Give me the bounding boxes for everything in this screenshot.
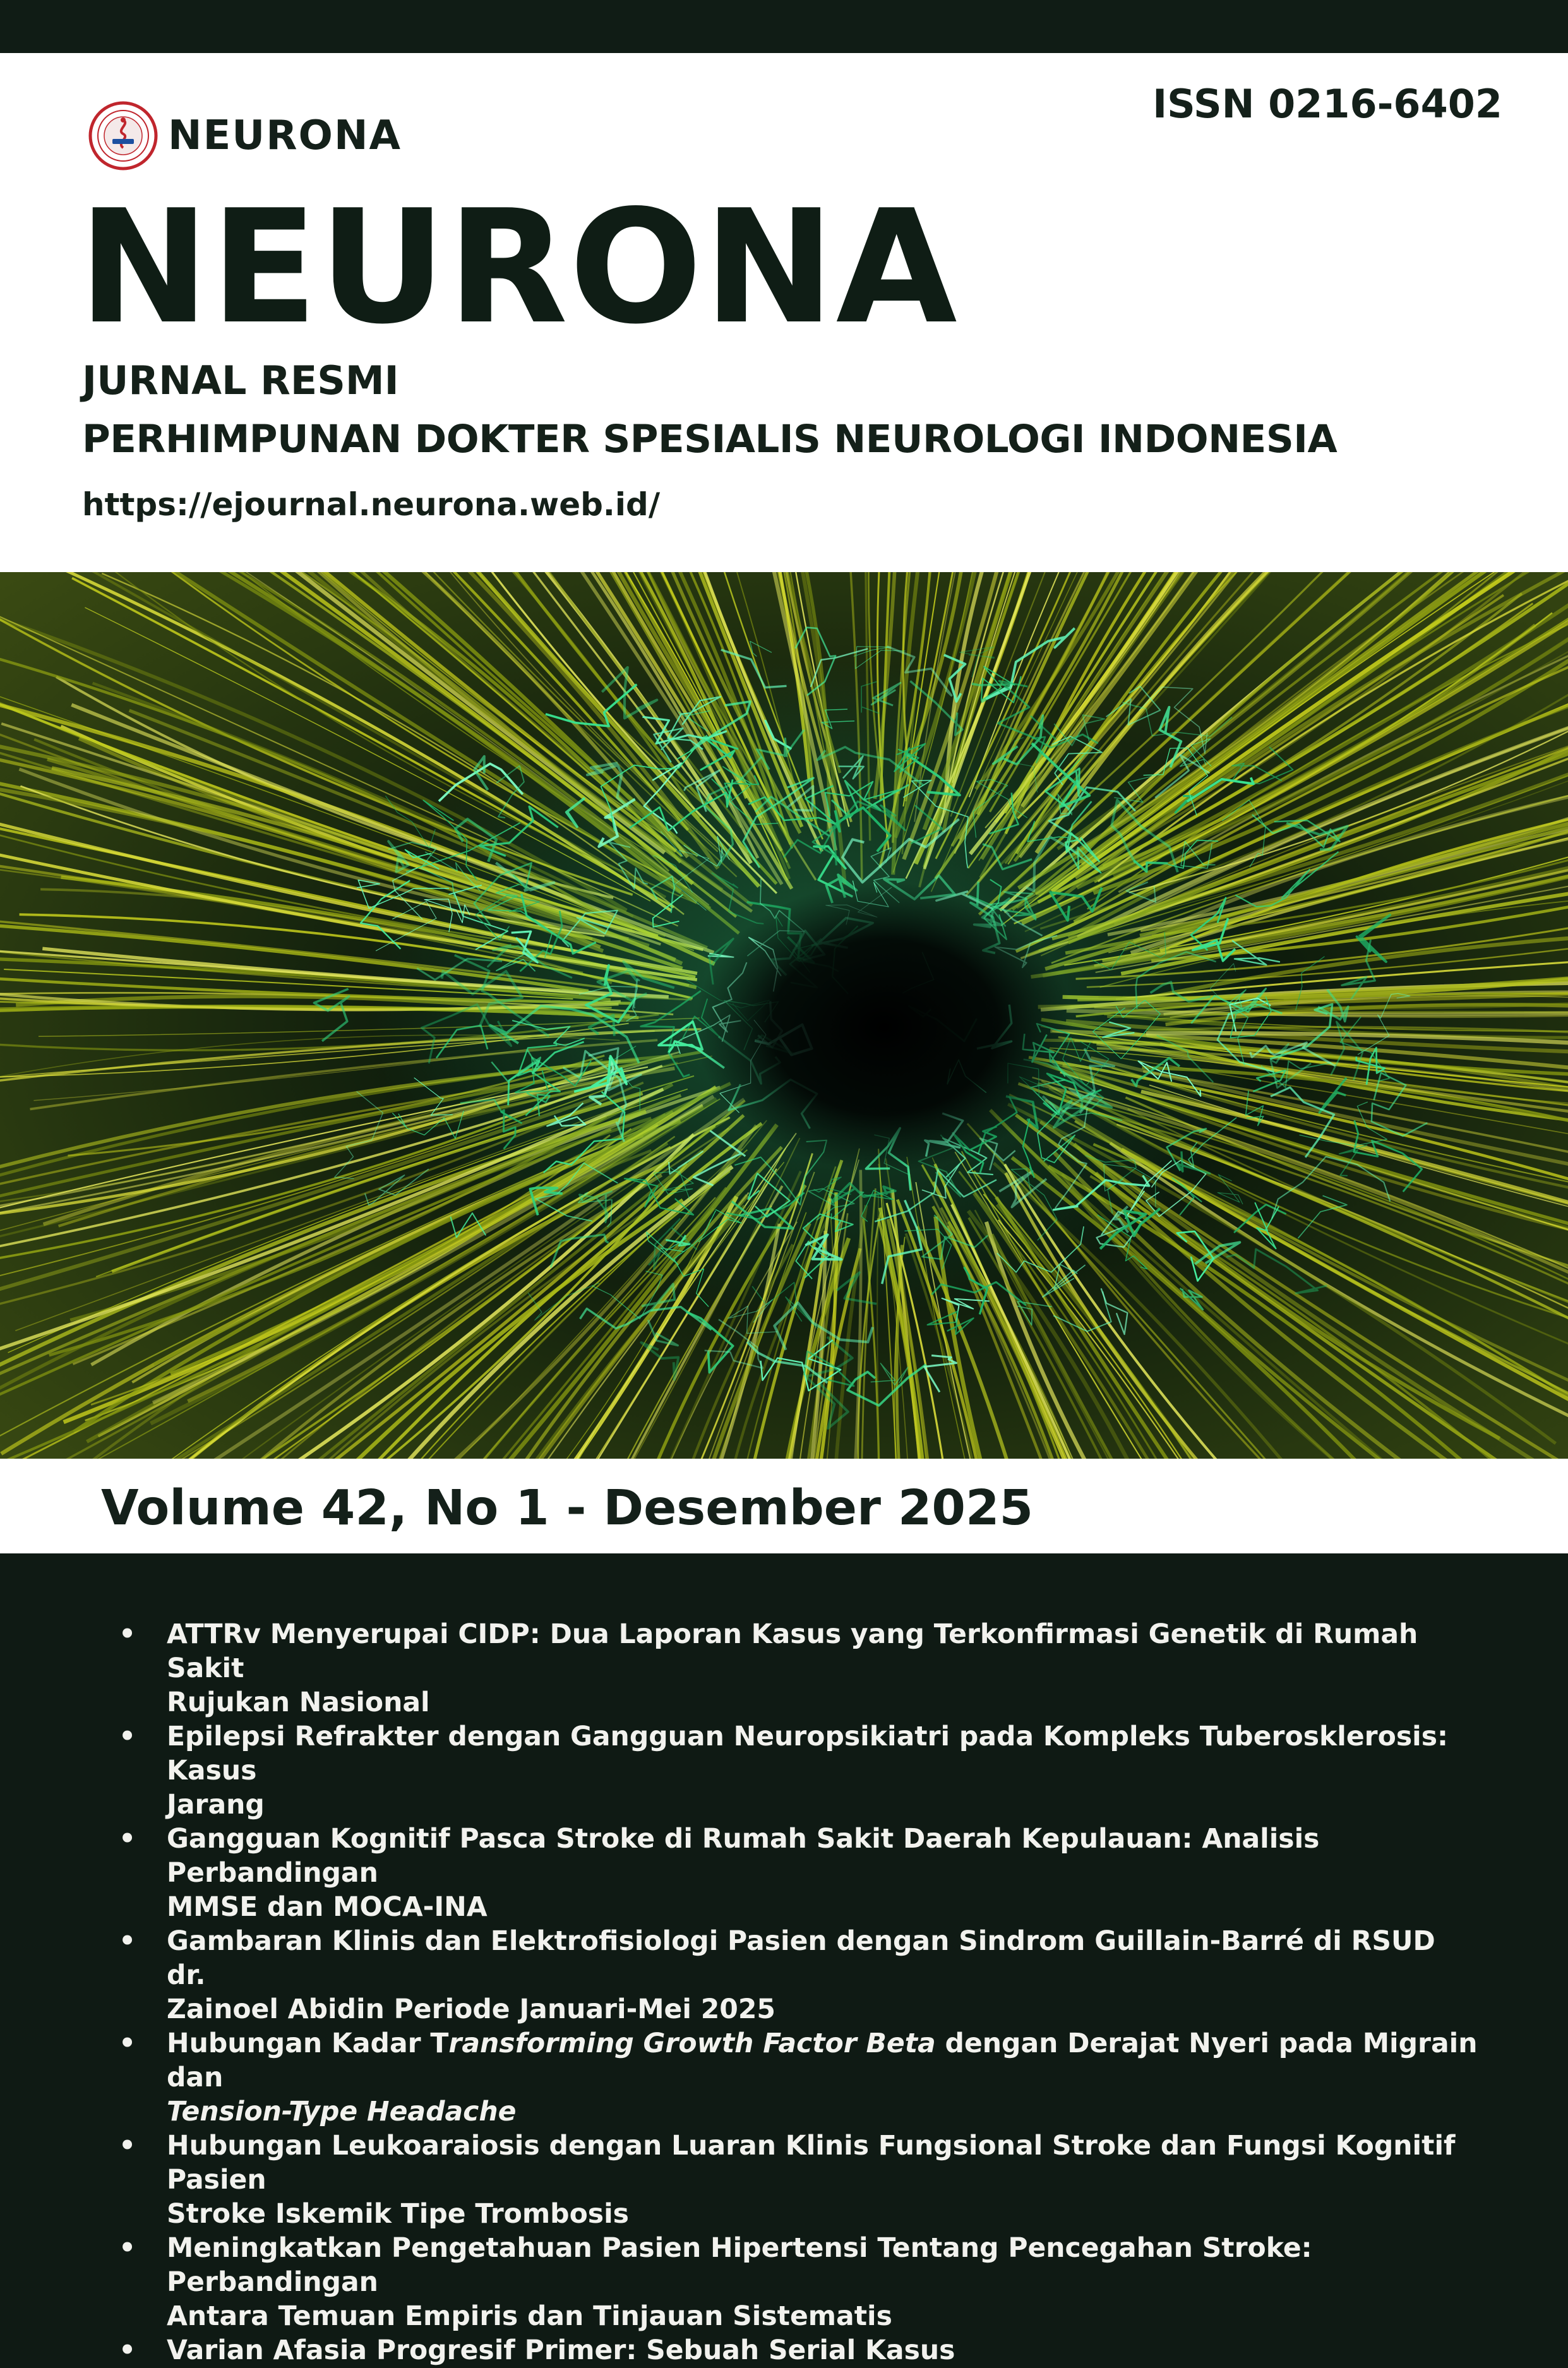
article-item[interactable] <box>114 2027 1478 2129</box>
bullet: • <box>119 1925 136 1959</box>
article-item[interactable] <box>114 1618 1478 1720</box>
logo-wordmark: NEURONA <box>168 112 402 159</box>
journal-subtitle-line1: JURNAL RESMI <box>82 357 399 404</box>
bullet: • <box>119 2027 136 2061</box>
article-title-line1: Gambaran Klinis dan Elektrofisiologi Pasien dengan Sindrom Guillain-Barré di RSUD dr. <box>167 1925 1478 1993</box>
article-item[interactable] <box>114 1822 1478 1925</box>
perdossi-seal-icon <box>88 101 158 170</box>
journal-url: https://ejournal.neurona.web.id/ <box>82 486 660 523</box>
bullet: • <box>119 2334 136 2368</box>
article-title-line2: Jarang <box>167 1788 1478 1822</box>
article-title-line2: Antara Temuan Empiris dan Tinjauan Sistematis <box>167 2300 1478 2334</box>
table-of-contents <box>114 1618 1478 2368</box>
article-item[interactable] <box>114 2232 1478 2334</box>
bullet: • <box>119 1618 136 1652</box>
article-title-line1: ATTRv Menyerupai CIDP: Dua Laporan Kasus yang Terkonfirmasi Genetik di Rumah Sakit <box>167 1618 1478 1686</box>
article-title-line1: Meningkatkan Pengetahuan Pasien Hipertensi Tentang Pencegahan Stroke: Perbandingan <box>167 2232 1478 2300</box>
issn-number: ISSN 0216-6402 <box>1152 81 1502 127</box>
article-item[interactable] <box>114 1720 1478 1822</box>
journal-title: NEURONA <box>78 189 959 346</box>
article-item[interactable] <box>114 2129 1478 2232</box>
article-title-part: dengan Derajat Nyeri pada Migrain dan <box>167 2028 1477 2093</box>
article-title-line1: Epilepsi Refrakter dengan Gangguan Neuropsikiatri pada Kompleks Tuberosklerosis: Kasus <box>167 1720 1478 1788</box>
article-item[interactable] <box>114 1925 1478 2027</box>
volume-issue-label: Volume 42, No 1 - Desember 2025 <box>101 1480 1033 1536</box>
bullet: • <box>119 2129 136 2163</box>
article-title-line1: Varian Afasia Progresif Primer: Sebuah Serial Kasus <box>167 2334 1478 2368</box>
article-title-line2: Zainoel Abidin Periode Januari-Mei 2025 <box>167 1993 1478 2027</box>
bullet: • <box>119 2232 136 2266</box>
bullet: • <box>119 1822 136 1857</box>
neuron-micrograph-icon <box>0 572 1568 1459</box>
article-title-line1: Hubungan Leukoaraiosis dengan Luaran Klinis Fungsional Stroke dan Fungsi Kognitif Pasien <box>167 2129 1478 2198</box>
article-title-line2: MMSE dan MOCA-INA <box>167 1891 1478 1925</box>
article-title-line1: Gangguan Kognitif Pasca Stroke di Rumah Sakit Daerah Kepulauan: Analisis Perbandingan <box>167 1822 1478 1891</box>
article-title-part: Hubungan Kadar T <box>167 2028 448 2059</box>
journal-logo <box>88 101 402 170</box>
cover-neuron-image <box>0 572 1568 1459</box>
journal-subtitle-line2: PERHIMPUNAN DOKTER SPESIALIS NEUROLOGI INDONESIA <box>82 417 1337 462</box>
top-band <box>0 0 1568 53</box>
article-title-line2: Stroke Iskemik Tipe Trombosis <box>167 2198 1478 2232</box>
article-title-line1 <box>167 2027 1478 2095</box>
article-title-italic: ransforming Growth Factor Beta <box>448 2028 935 2059</box>
article-item[interactable] <box>114 2334 1478 2368</box>
bullet: • <box>119 1720 136 1754</box>
cover-header <box>0 53 1568 572</box>
article-title-line2-italic: Tension-Type Headache <box>167 2095 1478 2129</box>
volume-band <box>0 1459 1568 1553</box>
article-title-line2: Rujukan Nasional <box>167 1686 1478 1720</box>
